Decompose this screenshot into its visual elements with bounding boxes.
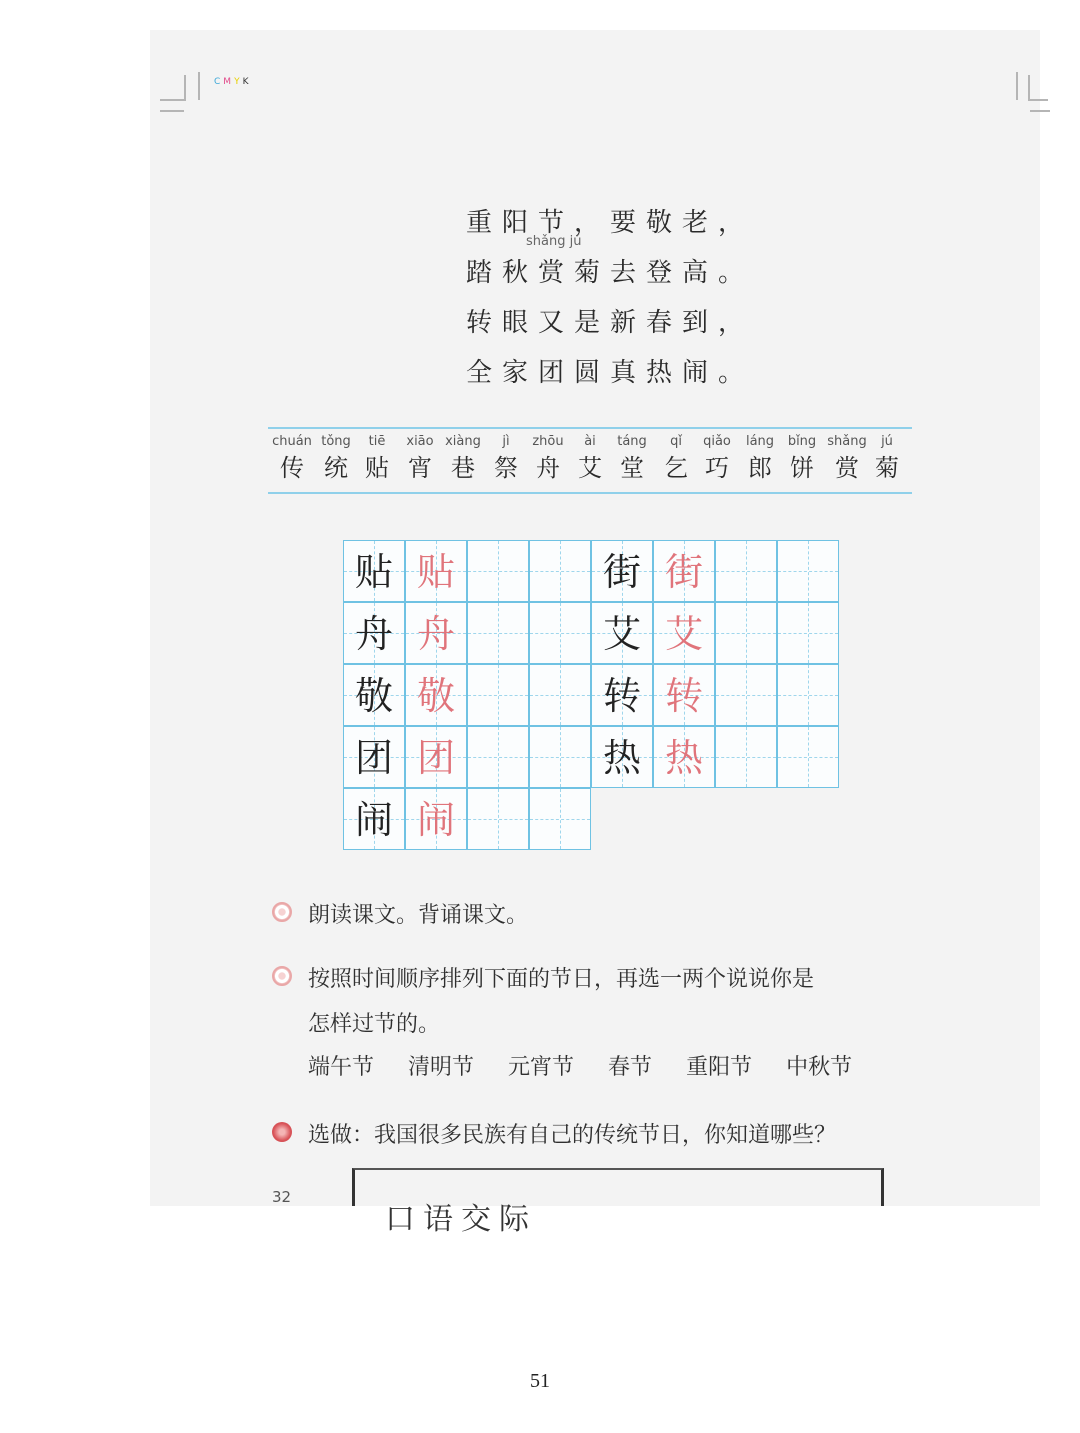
vocab-item (270, 434, 314, 483)
poem-line-3: 转眼又是新春到， (466, 308, 755, 338)
vocab-pinyin: láng (745, 434, 775, 449)
vocab-item (528, 434, 568, 483)
exercise-2-text-line1: 按照时间顺序排列下面的节日，再选一两个说说你是 (308, 967, 815, 992)
vocab-hanzi: 乞 (664, 454, 688, 482)
cmyk-print-marks (214, 77, 251, 87)
document-page-number: 51 (530, 1370, 550, 1392)
grid-cell (405, 602, 467, 664)
grid-cell[interactable] (529, 540, 591, 602)
crop-mark-top-right (1016, 72, 1018, 100)
vocab-pinyin: táng (617, 434, 647, 449)
vocab-pinyin: tiē (368, 434, 386, 449)
vocab-hanzi: 菊 (875, 454, 899, 482)
trace-character: 转 (664, 674, 703, 718)
grid-cell (343, 664, 405, 726)
grid-cell (591, 540, 653, 602)
exercise-badge-icon (272, 966, 292, 986)
grid-cell (343, 602, 405, 664)
grid-cell[interactable] (777, 540, 839, 602)
vocab-item (442, 434, 484, 483)
model-character: 闹 (354, 798, 393, 842)
grid-cell[interactable] (529, 664, 591, 726)
grid-cell[interactable] (777, 664, 839, 726)
grid-cell (653, 602, 715, 664)
vocab-pinyin: shǎng (827, 434, 867, 449)
grid-cell[interactable] (715, 726, 777, 788)
book-page-number: 32 (272, 1188, 292, 1206)
grid-cell[interactable] (529, 788, 591, 850)
grid-cell[interactable] (777, 602, 839, 664)
grid-cell (405, 726, 467, 788)
trace-character: 敬 (416, 674, 455, 718)
grid-cell[interactable] (467, 788, 529, 850)
model-character: 贴 (354, 550, 393, 594)
model-character: 街 (602, 550, 641, 594)
next-section-title: 口语交际 (385, 1202, 537, 1237)
vocab-hanzi: 统 (324, 454, 348, 482)
poem-pinyin-annotation: shǎng jú (526, 234, 582, 249)
vocab-pinyin: zhōu (532, 434, 564, 449)
model-character: 艾 (602, 612, 641, 656)
crop-mark-top-left-line (198, 72, 200, 100)
vocab-item (784, 434, 820, 483)
trace-character: 艾 (664, 612, 703, 656)
exercise-1-text: 朗读课文。背诵课文。 (308, 903, 529, 928)
grid-cell (343, 788, 405, 850)
trace-character: 街 (664, 550, 703, 594)
trace-character: 闹 (416, 798, 455, 842)
crop-mark-top-left-bottom (160, 110, 184, 112)
vocab-hanzi: 巧 (705, 454, 729, 482)
grid-cell[interactable] (467, 540, 529, 602)
vocab-hanzi: 贴 (365, 454, 389, 482)
grid-cell[interactable] (715, 602, 777, 664)
trace-character: 团 (416, 736, 455, 780)
vocab-pinyin: xiāo (406, 434, 434, 449)
exercise-badge-icon (272, 902, 292, 922)
vocab-hanzi: 堂 (620, 454, 644, 482)
vocab-pinyin: jú (881, 434, 893, 449)
crop-mark-top-left (160, 75, 186, 101)
crop-mark-top-right-bottom (1030, 110, 1050, 112)
vocab-pinyin: jì (502, 434, 510, 449)
grid-cell (653, 664, 715, 726)
cmyk-k: K (242, 77, 252, 87)
grid-cell[interactable] (467, 726, 529, 788)
vocab-hanzi: 饼 (790, 454, 814, 482)
festival-item: 元宵节 (508, 1055, 575, 1080)
grid-cell (343, 726, 405, 788)
grid-cell[interactable] (467, 602, 529, 664)
grid-cell[interactable] (715, 540, 777, 602)
festival-item: 端午节 (308, 1055, 375, 1080)
festival-item: 中秋节 (786, 1055, 853, 1080)
trace-character: 贴 (416, 550, 455, 594)
vocab-hanzi: 巷 (451, 454, 475, 482)
model-character: 转 (602, 674, 641, 718)
grid-cell[interactable] (529, 726, 591, 788)
vocab-item (742, 434, 778, 483)
grid-cell (653, 726, 715, 788)
vocab-pinyin: qiǎo (703, 434, 731, 449)
vocab-hanzi: 郎 (748, 454, 772, 482)
vocab-hanzi: 传 (280, 454, 304, 482)
festival-item: 清明节 (408, 1055, 475, 1080)
model-character: 热 (602, 736, 641, 780)
grid-cell[interactable] (715, 664, 777, 726)
vocab-item (698, 434, 736, 483)
grid-cell (653, 540, 715, 602)
grid-cell (591, 726, 653, 788)
grid-cell (591, 602, 653, 664)
vocab-item (662, 434, 690, 483)
grid-cell[interactable] (777, 726, 839, 788)
vocab-bottom-rule (268, 492, 912, 494)
vocab-item (362, 434, 392, 483)
poem-line-1: 重阳节，要敬老， (466, 208, 755, 238)
vocab-item (316, 434, 356, 483)
exercise-2-text-line2: 怎样过节的。 (308, 1012, 441, 1037)
trace-character: 舟 (416, 612, 455, 656)
model-character: 敬 (354, 674, 393, 718)
grid-cell (591, 664, 653, 726)
poem (466, 198, 754, 398)
grid-cell (405, 788, 467, 850)
festival-item: 春节 (608, 1055, 653, 1080)
poem-line-4: 全家团圆真热闹。 (466, 358, 755, 388)
grid-cell (343, 540, 405, 602)
festival-item: 重阳节 (686, 1055, 753, 1080)
grid-cell (405, 664, 467, 726)
vocab-hanzi: 舟 (536, 454, 560, 482)
trace-character: 热 (664, 736, 703, 780)
cmyk-m: M (223, 77, 235, 87)
optional-badge-icon (272, 1122, 292, 1142)
vocab-pinyin: tǒng (321, 434, 351, 449)
vocab-pinyin: chuán (272, 434, 312, 449)
vocab-item (612, 434, 652, 483)
festival-list (308, 1050, 886, 1081)
crop-mark-top-right-2 (1028, 75, 1048, 101)
vocab-hanzi: 宵 (408, 454, 432, 482)
grid-cell[interactable] (467, 664, 529, 726)
vocab-pinyin: qǐ (670, 434, 682, 449)
vocab-item (576, 434, 604, 483)
vocab-pinyin: xiàng (445, 434, 481, 449)
vocab-hanzi: 艾 (578, 454, 602, 482)
grid-cell (405, 540, 467, 602)
vocab-pinyin: ài (584, 434, 596, 449)
next-section-box (352, 1168, 884, 1237)
cmyk-c: C (214, 77, 224, 87)
vocab-item (402, 434, 438, 483)
exercise-3-text: 选做：我国很多民族有自己的传统节日，你知道哪些？ (308, 1123, 837, 1148)
vocab-hanzi: 祭 (494, 454, 518, 482)
grid-cell[interactable] (529, 602, 591, 664)
vocab-pinyin: bǐng (787, 434, 817, 449)
model-character: 舟 (354, 612, 393, 656)
vocab-item (492, 434, 520, 483)
poem-line-2: 踏秋赏菊去登高。 (466, 258, 755, 288)
vocab-item (824, 434, 870, 483)
vocab-item (872, 434, 902, 483)
model-character: 团 (354, 736, 393, 780)
vocab-hanzi: 赏 (835, 454, 859, 482)
vocab-top-rule (268, 427, 912, 429)
cmyk-y: Y (234, 77, 243, 87)
